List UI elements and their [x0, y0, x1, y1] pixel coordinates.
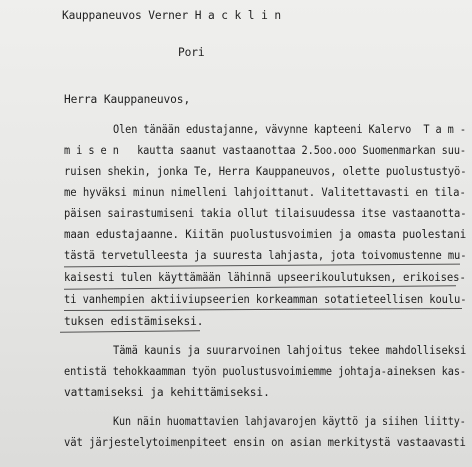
text-line: vät järjestelytoimenpiteet ensin on asian merkitystä vastaavasti	[64, 436, 466, 449]
text-line: Kun näin huomattavien lahjavarojen käyttö ja siihen liitty-	[113, 415, 466, 428]
underline-mark	[64, 264, 460, 268]
underline-mark	[64, 285, 456, 289]
text-line: m i s e n kautta saanut vastaanottaa 2.5oo.ooo Suomenmarkan suu-	[64, 144, 467, 157]
addressee-place: Pori	[178, 46, 205, 59]
addressee-name: Kauppaneuvos Verner H a c k l i n	[62, 9, 281, 22]
text-line: kaisesti tulen käyttämään lähinnä upseerikoulutuksen, erikoises-	[64, 271, 466, 284]
underline-mark	[60, 330, 200, 332]
text-line: tästä tervetulleesta ja suuresta lahjasta, jota toivomustenne mu-	[64, 249, 467, 262]
text-line: ti vanhempien aktiiviupseerien korkeamman sotatieteellisen koulu-	[64, 293, 467, 306]
text-line: Olen tänään edustajanne, vävynne kapteeni Kalervo T a m -	[113, 123, 466, 136]
text-line: vattamiseksi ja kehittämiseksi.	[64, 386, 270, 399]
text-line: tuksen edistämiseksi.	[64, 315, 204, 328]
text-line: päisen sairastumiseni takia ollut tilaisuudessa itse vastaanotta-	[64, 207, 467, 220]
text-line: maan edustajaanne. Kiitän puolustusvoimien ja omasta puolestani	[64, 228, 467, 241]
text-line: Tämä kaunis ja suurarvoinen lahjoitus tekee mahdolliseksi	[113, 344, 467, 357]
text-line: ruisen shekin, jonka Te, Herra Kauppaneuvos, olette puolustustyö-	[64, 165, 467, 178]
text-line: me hyväksi minun nimelleni lahjoittanut. Valitettavasti en tila-	[64, 186, 466, 199]
underline-mark	[64, 308, 462, 311]
salutation: Herra Kauppaneuvos,	[64, 93, 191, 106]
text-line: entistä tehokkaamman työn puolustusvoimiemme johtaja-aineksen kas-	[64, 365, 467, 378]
